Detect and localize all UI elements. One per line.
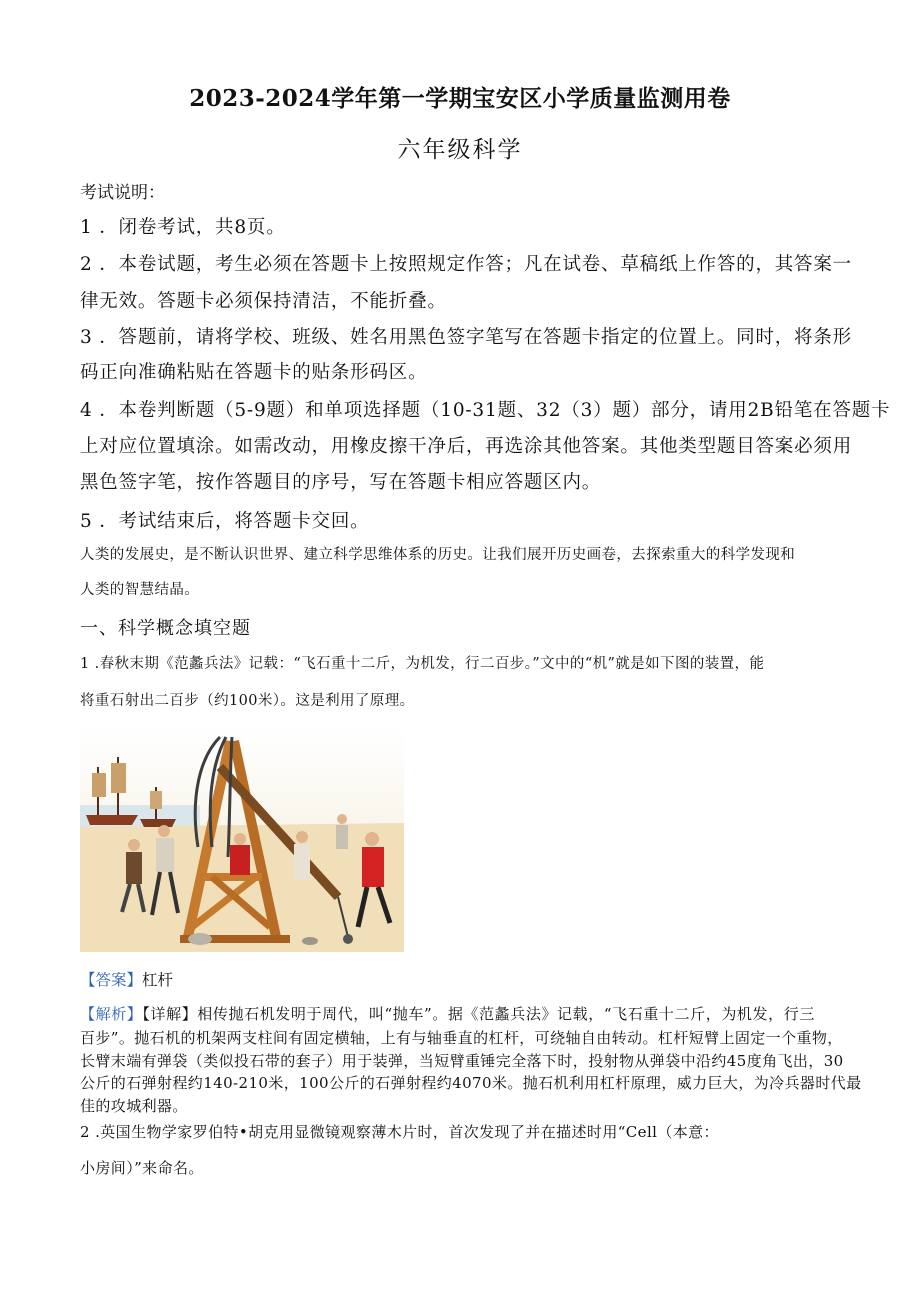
answer-tag: 【答案】 [80, 971, 143, 989]
question-2-line: 2 .英国生物学家罗伯特•胡克用显微镜观察薄木片时，首次发现了并在描述时用“Cell（本意： [80, 1123, 719, 1141]
catapult-illustration [80, 727, 404, 952]
analysis-line: 佳的攻城利器。 [80, 1097, 188, 1115]
instruction-line: 2 ．本卷试题，考生必须在答题卡上按照规定作答；凡在试卷、草稿纸上作答的，其答案一 [80, 254, 852, 275]
analysis-text: 【详解】相传抛石机发明于周代，叫“抛车”。据《范蠡兵法》记载，“飞石重十二斤，为机发，行三 [142, 1005, 815, 1023]
instruction-line: 律无效。答题卡必须保持清洁，不能折叠。 [80, 291, 447, 312]
instructions-heading: 考试说明： [80, 183, 165, 203]
answer-text: 杠杆 [142, 971, 174, 989]
analysis-line [80, 1003, 815, 1024]
instruction-line: 上对应位置填涂。如需改动，用橡皮擦干净后，再选涂其他答案。其他类型题目答案必须用 [80, 436, 853, 457]
section-title: 一、科学概念填空题 [80, 618, 251, 639]
instruction-line: 黑色签字笔，按作答题目的序号，写在答题卡相应答题区内。 [80, 472, 602, 493]
analysis-line: 百步”。抛石机的机架两支柱间有固定横轴，上有与轴垂直的杠杆，可绕轴自由转动。杠杆短臂上固定一个重物， [80, 1029, 843, 1047]
instruction-line: 4 ．本卷判断题（5-9题）和单项选择题（10-31题、32（3）题）部分，请用2B铅笔在答题卡 [80, 400, 891, 421]
instruction-line: 码正向准确粘贴在答题卡的贴条形码区。 [80, 362, 428, 383]
analysis-tag: 【解析】 [80, 1005, 143, 1023]
exam-title: 2023-2024学年第一学期宝安区小学质量监测用卷 [189, 85, 731, 112]
intro-line: 人类的智慧结晶。 [80, 582, 200, 598]
question-1-line: 将重石射出二百步（约100米）。这是利用了原理。 [80, 693, 415, 709]
answer-1 [80, 968, 173, 990]
intro-line: 人类的发展史，是不断认识世界、建立科学思维体系的历史。让我们展开历史画卷，去探索重大的科学发现和 [80, 547, 796, 563]
instruction-line: 3 ．答题前，请将学校、班级、姓名用黑色签字笔写在答题卡指定的位置上。同时，将条形 [80, 327, 852, 348]
analysis-line: 公斤的石弹射程约140-210米，100公斤的石弹射程约4070米。抛石机利用杠杆原理，威力巨大，为冷兵器时代最 [80, 1074, 862, 1092]
analysis-line: 长臂末端有弹袋（类似投石带的套子）用于装弹，当短臂重锤完全落下时，投射物从弹袋中沿约45度角飞出，30 [80, 1052, 844, 1070]
exam-subtitle: 六年级科学 [397, 137, 523, 163]
question-2-line: 小房间）”来命名。 [80, 1159, 204, 1177]
instruction-line: 5 ．考试结束后，将答题卡交回。 [80, 511, 370, 532]
instruction-line: 1 ．闭卷考试，共8页。 [80, 217, 286, 238]
question-1-line: 1 .春秋末期《范蠡兵法》记载：“飞石重十二斤，为机发，行二百步。”文中的“机”就是如下图的装置，能 [80, 656, 765, 672]
